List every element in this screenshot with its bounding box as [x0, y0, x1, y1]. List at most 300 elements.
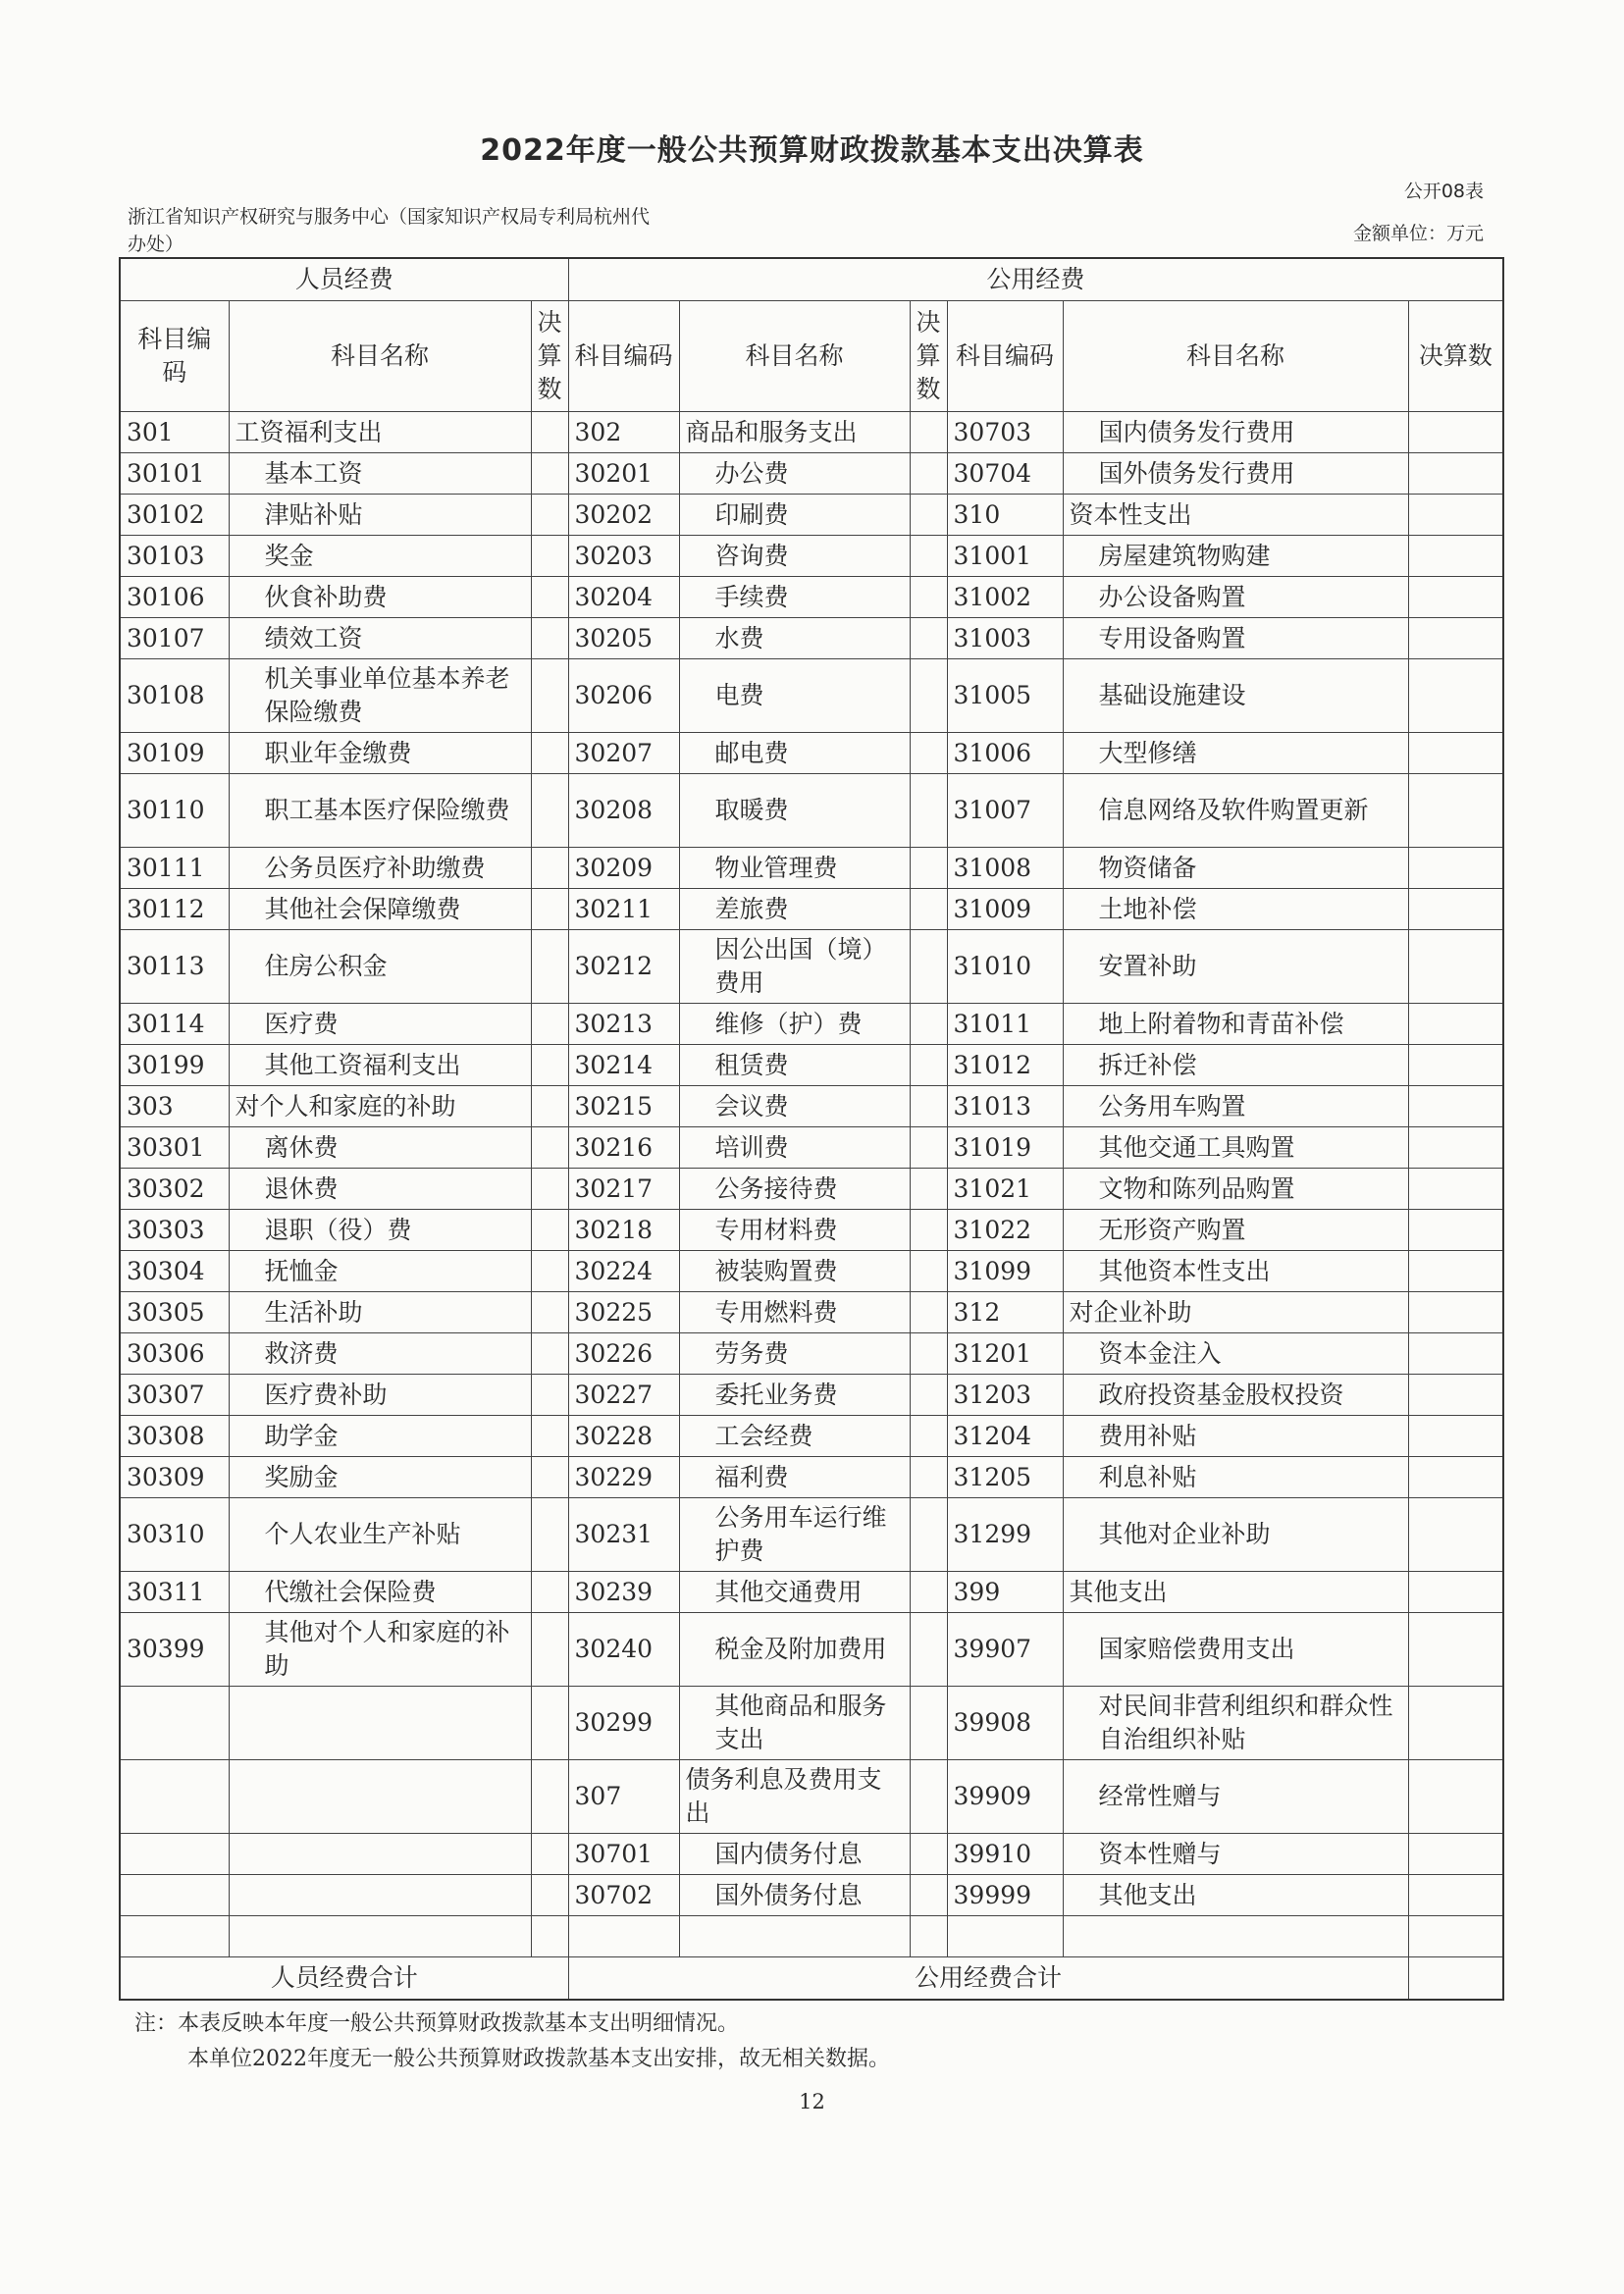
amount-cell: [1408, 577, 1503, 618]
amount-cell: [531, 453, 568, 495]
subject-name-cell: 专用材料费: [679, 1210, 910, 1251]
subject-name-cell: 医疗费: [229, 1004, 531, 1045]
subject-code-cell: 30208: [568, 774, 679, 848]
amount-cell: [531, 1687, 568, 1760]
subject-name-cell: 国外债务发行费用: [1063, 453, 1408, 495]
subject-code-cell: 30212: [568, 930, 679, 1004]
subject-code-cell: 31013: [947, 1086, 1063, 1127]
subject-code-cell: 30305: [120, 1292, 229, 1333]
subject-name-cell: 工资福利支出: [229, 412, 531, 453]
amount-cell: [910, 1292, 947, 1333]
subject-name-cell: 因公出国（境）费用: [679, 930, 910, 1004]
amount-cell: [1408, 1834, 1503, 1875]
subject-code-cell: 30202: [568, 495, 679, 536]
subject-name-cell: 公务用车运行维护费: [679, 1498, 910, 1572]
amount-cell: [910, 412, 947, 453]
amount-cell: [910, 618, 947, 659]
subject-code-cell: 30225: [568, 1292, 679, 1333]
subject-code-cell: 30306: [120, 1333, 229, 1375]
subject-code-cell: 30106: [120, 577, 229, 618]
subject-name-cell: 个人农业生产补贴: [229, 1498, 531, 1572]
page-title: 2022年度一般公共预算财政拨款基本支出决算表: [480, 133, 1144, 168]
amount-cell: [1408, 774, 1503, 848]
subject-code-cell: 30102: [120, 495, 229, 536]
subject-name-cell: 其他对个人和家庭的补助: [229, 1613, 531, 1687]
subject-code-cell: [120, 1916, 229, 1957]
amount-cell: [910, 577, 947, 618]
subject-code-cell: 39910: [947, 1834, 1063, 1875]
subject-name-cell: 物资储备: [1063, 848, 1408, 889]
table-row: [120, 1375, 1503, 1416]
subject-name-cell: 被装购置费: [679, 1251, 910, 1292]
table-row: [120, 1834, 1503, 1875]
subject-name-cell: 经常性赠与: [1063, 1760, 1408, 1834]
subject-name-cell: 邮电费: [679, 733, 910, 774]
subject-code-cell: [120, 1875, 229, 1916]
table-row: [120, 1916, 1503, 1957]
subject-name-cell: 伙食补助费: [229, 577, 531, 618]
subject-code-cell: 301: [120, 412, 229, 453]
amount-cell: [910, 1251, 947, 1292]
subject-name-cell: 其他资本性支出: [1063, 1251, 1408, 1292]
amount-cell: [1408, 930, 1503, 1004]
table-row: [120, 495, 1503, 536]
subject-name-cell: 福利费: [679, 1457, 910, 1498]
subject-code-cell: 30108: [120, 659, 229, 733]
amount-cell: [1408, 848, 1503, 889]
amount-cell: [531, 412, 568, 453]
subject-name-cell: 工会经费: [679, 1416, 910, 1457]
subject-name-cell: 国内债务发行费用: [1063, 412, 1408, 453]
amount-cell: [910, 495, 947, 536]
table-row: [120, 889, 1503, 930]
col-name-header: 科目名称: [1063, 301, 1408, 412]
subject-code-cell: 31010: [947, 930, 1063, 1004]
subject-name-cell: 对个人和家庭的补助: [229, 1086, 531, 1127]
amount-cell: [1408, 733, 1503, 774]
amount-cell: [910, 536, 947, 577]
subject-name-cell: 国外债务付息: [679, 1875, 910, 1916]
subject-name-cell: [229, 1875, 531, 1916]
col-amount-header: 决算数: [1408, 301, 1503, 412]
amount-cell: [1408, 495, 1503, 536]
subject-code-cell: 30101: [120, 453, 229, 495]
table-row: [120, 1210, 1503, 1251]
col-code-header: 科目编码: [568, 301, 679, 412]
subject-code-cell: 30205: [568, 618, 679, 659]
amount-cell: [531, 618, 568, 659]
subject-code-cell: 30206: [568, 659, 679, 733]
subject-code-cell: 30112: [120, 889, 229, 930]
subject-code-cell: 31011: [947, 1004, 1063, 1045]
table-row: [120, 1572, 1503, 1613]
subject-code-cell: 31099: [947, 1251, 1063, 1292]
amount-cell: [1408, 659, 1503, 733]
subject-code-cell: 399: [947, 1572, 1063, 1613]
amount-cell: [910, 1416, 947, 1457]
amount-cell: [531, 733, 568, 774]
amount-cell: [531, 536, 568, 577]
subject-name-cell: 其他交通费用: [679, 1572, 910, 1613]
table-row: [120, 774, 1503, 848]
amount-cell: [1408, 1916, 1503, 1957]
subject-name-cell: [229, 1916, 531, 1957]
subject-code-cell: 39908: [947, 1687, 1063, 1760]
subject-code-cell: 30299: [568, 1687, 679, 1760]
subject-name-cell: 资本性赠与: [1063, 1834, 1408, 1875]
table-row: [120, 1457, 1503, 1498]
subject-code-cell: 31201: [947, 1333, 1063, 1375]
table-row: [120, 1875, 1503, 1916]
subject-code-cell: 30229: [568, 1457, 679, 1498]
amount-cell: [910, 1127, 947, 1169]
subject-code-cell: 30227: [568, 1375, 679, 1416]
subject-code-cell: 312: [947, 1292, 1063, 1333]
subject-code-cell: 30701: [568, 1834, 679, 1875]
subject-code-cell: 30301: [120, 1127, 229, 1169]
amount-unit: 金额单位：万元: [1352, 223, 1484, 244]
amount-cell: [531, 1210, 568, 1251]
subject-name-cell: 拆迁补偿: [1063, 1045, 1408, 1086]
subject-name-cell: [229, 1760, 531, 1834]
subject-name-cell: 退职（役）费: [229, 1210, 531, 1251]
amount-cell: [1408, 1572, 1503, 1613]
subject-code-cell: 30239: [568, 1572, 679, 1613]
subject-code-cell: [120, 1687, 229, 1760]
subject-name-cell: 咨询费: [679, 536, 910, 577]
amount-cell: [531, 1045, 568, 1086]
subject-name-cell: 会议费: [679, 1086, 910, 1127]
subject-name-cell: 对民间非营利组织和群众性自治组织补贴: [1063, 1687, 1408, 1760]
amount-cell: [910, 774, 947, 848]
subject-code-cell: 31019: [947, 1127, 1063, 1169]
amount-cell: [531, 1613, 568, 1687]
subject-code-cell: 39999: [947, 1875, 1063, 1916]
subject-code-cell: 30215: [568, 1086, 679, 1127]
subject-code-cell: 31022: [947, 1210, 1063, 1251]
amount-cell: [531, 930, 568, 1004]
subject-name-cell: [679, 1916, 910, 1957]
amount-cell: [531, 1086, 568, 1127]
subject-code-cell: 30214: [568, 1045, 679, 1086]
amount-cell: [1408, 1875, 1503, 1916]
subject-code-cell: [120, 1760, 229, 1834]
expenditure-table: [119, 257, 1504, 2001]
subject-code-cell: 31012: [947, 1045, 1063, 1086]
subject-code-cell: 31002: [947, 577, 1063, 618]
amount-cell: [531, 848, 568, 889]
subject-name-cell: 租赁费: [679, 1045, 910, 1086]
table-row: [120, 1045, 1503, 1086]
amount-cell: [531, 577, 568, 618]
subject-name-cell: 委托业务费: [679, 1375, 910, 1416]
subject-name-cell: 医疗费补助: [229, 1375, 531, 1416]
amount-cell: [1408, 1045, 1503, 1086]
amount-cell: [531, 1457, 568, 1498]
subject-name-cell: 大型修缮: [1063, 733, 1408, 774]
form-number: 公开08表: [1403, 181, 1484, 202]
amount-cell: [531, 659, 568, 733]
subject-name-cell: 商品和服务支出: [679, 412, 910, 453]
subject-name-cell: [229, 1687, 531, 1760]
table-row: [120, 1169, 1503, 1210]
subject-name-cell: 绩效工资: [229, 618, 531, 659]
amount-cell: [531, 1760, 568, 1834]
amount-cell: [531, 1498, 568, 1572]
amount-cell: [910, 1916, 947, 1957]
table-row: [120, 1498, 1503, 1572]
amount-cell: [1408, 1127, 1503, 1169]
amount-cell: [1408, 1004, 1503, 1045]
subject-name-cell: 差旅费: [679, 889, 910, 930]
subject-name-cell: 物业管理费: [679, 848, 910, 889]
subject-name-cell: 津贴补贴: [229, 495, 531, 536]
amount-cell: [910, 733, 947, 774]
subject-code-cell: 30111: [120, 848, 229, 889]
amount-cell: [910, 1004, 947, 1045]
subject-name-cell: 职业年金缴费: [229, 733, 531, 774]
table-row: [120, 848, 1503, 889]
subject-name-cell: 生活补助: [229, 1292, 531, 1333]
subject-code-cell: 31299: [947, 1498, 1063, 1572]
subject-name-cell: 代缴社会保险费: [229, 1572, 531, 1613]
subject-name-cell: 其他社会保障缴费: [229, 889, 531, 930]
amount-cell: [1408, 1760, 1503, 1834]
subject-code-cell: 30308: [120, 1416, 229, 1457]
total-personnel: 人员经费合计: [120, 1957, 568, 2001]
subject-name-cell: 其他工资福利支出: [229, 1045, 531, 1086]
section-personnel: 人员经费: [120, 258, 568, 301]
amount-cell: [910, 889, 947, 930]
subject-name-cell: 住房公积金: [229, 930, 531, 1004]
subject-code-cell: 30213: [568, 1004, 679, 1045]
amount-cell: [531, 1004, 568, 1045]
subject-code-cell: 30207: [568, 733, 679, 774]
subject-name-cell: 公务接待费: [679, 1169, 910, 1210]
subject-code-cell: 30703: [947, 412, 1063, 453]
subject-code-cell: 307: [568, 1760, 679, 1834]
table-row: [120, 659, 1503, 733]
subject-name-cell: 基础设施建设: [1063, 659, 1408, 733]
amount-cell: [1408, 1375, 1503, 1416]
subject-code-cell: 30399: [120, 1613, 229, 1687]
col-name-header: 科目名称: [229, 301, 531, 412]
amount-cell: [531, 1834, 568, 1875]
table-row: [120, 1292, 1503, 1333]
subject-name-cell: 房屋建筑物购建: [1063, 536, 1408, 577]
subject-name-cell: 维修（护）费: [679, 1004, 910, 1045]
subject-name-cell: 债务利息及费用支出: [679, 1760, 910, 1834]
amount-cell: [531, 1875, 568, 1916]
amount-cell: [1408, 1169, 1503, 1210]
table-row: [120, 453, 1503, 495]
table-row: [120, 1760, 1503, 1834]
amount-cell: [1408, 1498, 1503, 1572]
subject-name-cell: 其他商品和服务支出: [679, 1687, 910, 1760]
table-row: [120, 733, 1503, 774]
subject-name-cell: 奖励金: [229, 1457, 531, 1498]
subject-code-cell: 30110: [120, 774, 229, 848]
amount-cell: [531, 889, 568, 930]
notes: [134, 2007, 890, 2077]
subject-code-cell: 30211: [568, 889, 679, 930]
total-public-amount: [1408, 1957, 1503, 2001]
amount-cell: [910, 1375, 947, 1416]
subject-name-cell: 基本工资: [229, 453, 531, 495]
subject-code-cell: 30218: [568, 1210, 679, 1251]
table-row: [120, 1004, 1503, 1045]
subject-name-cell: 对企业补助: [1063, 1292, 1408, 1333]
amount-cell: [1408, 1210, 1503, 1251]
amount-cell: [1408, 1416, 1503, 1457]
table-row: [120, 412, 1503, 453]
subject-code-cell: 31205: [947, 1457, 1063, 1498]
amount-cell: [531, 1169, 568, 1210]
subject-name-cell: 手续费: [679, 577, 910, 618]
subject-code-cell: 30302: [120, 1169, 229, 1210]
subject-name-cell: 其他支出: [1063, 1572, 1408, 1613]
subject-code-cell: 30204: [568, 577, 679, 618]
subject-code-cell: 30702: [568, 1875, 679, 1916]
subject-code-cell: 30704: [947, 453, 1063, 495]
subject-code-cell: 30203: [568, 536, 679, 577]
table-row: [120, 1613, 1503, 1687]
amount-cell: [531, 1251, 568, 1292]
amount-cell: [910, 930, 947, 1004]
amount-cell: [910, 1834, 947, 1875]
subject-name-cell: 办公设备购置: [1063, 577, 1408, 618]
amount-cell: [910, 848, 947, 889]
subject-name-cell: 印刷费: [679, 495, 910, 536]
amount-cell: [1408, 536, 1503, 577]
col-code-header: 科目编码: [947, 301, 1063, 412]
subject-name-cell: 专用设备购置: [1063, 618, 1408, 659]
subject-code-cell: 30228: [568, 1416, 679, 1457]
subject-code-cell: 39907: [947, 1613, 1063, 1687]
amount-cell: [1408, 1086, 1503, 1127]
amount-cell: [1408, 453, 1503, 495]
subject-name-cell: 国家赔偿费用支出: [1063, 1613, 1408, 1687]
amount-cell: [910, 1086, 947, 1127]
subject-code-cell: 30303: [120, 1210, 229, 1251]
subject-name-cell: 职工基本医疗保险缴费: [229, 774, 531, 848]
subject-code-cell: 30224: [568, 1251, 679, 1292]
subject-name-cell: 离休费: [229, 1127, 531, 1169]
amount-cell: [910, 1760, 947, 1834]
col-amount-header: 决算数: [910, 301, 947, 412]
total-row: [120, 1957, 1503, 2001]
amount-cell: [1408, 1333, 1503, 1375]
subject-code-cell: 30240: [568, 1613, 679, 1687]
subject-code-cell: [120, 1834, 229, 1875]
subject-name-cell: 机关事业单位基本养老保险缴费: [229, 659, 531, 733]
subject-name-cell: 安置补助: [1063, 930, 1408, 1004]
subject-name-cell: 办公费: [679, 453, 910, 495]
subject-code-cell: 30311: [120, 1572, 229, 1613]
amount-cell: [910, 1333, 947, 1375]
subject-code-cell: 31008: [947, 848, 1063, 889]
subject-code-cell: 30114: [120, 1004, 229, 1045]
subject-name-cell: 奖金: [229, 536, 531, 577]
table-row: [120, 577, 1503, 618]
table-row: [120, 1127, 1503, 1169]
subject-code-cell: 30199: [120, 1045, 229, 1086]
amount-cell: [531, 1333, 568, 1375]
amount-cell: [910, 1875, 947, 1916]
subject-code-cell: 30307: [120, 1375, 229, 1416]
subject-name-cell: 税金及附加费用: [679, 1613, 910, 1687]
subject-code-cell: 31021: [947, 1169, 1063, 1210]
unit-name: 浙江省知识产权研究与服务中心（国家知识产权局专利局杭州代办处）: [128, 206, 651, 255]
amount-cell: [910, 659, 947, 733]
amount-cell: [910, 1687, 947, 1760]
subject-name-cell: 其他对企业补助: [1063, 1498, 1408, 1572]
subject-code-cell: 31003: [947, 618, 1063, 659]
subject-name-cell: 助学金: [229, 1416, 531, 1457]
amount-cell: [531, 1292, 568, 1333]
subject-name-cell: 电费: [679, 659, 910, 733]
subject-code-cell: 30201: [568, 453, 679, 495]
col-code-header: 科目编码: [120, 301, 229, 412]
table-row: [120, 1687, 1503, 1760]
subject-code-cell: 30109: [120, 733, 229, 774]
subject-code-cell: 30216: [568, 1127, 679, 1169]
subject-code-cell: 39909: [947, 1760, 1063, 1834]
subject-code-cell: 31007: [947, 774, 1063, 848]
subject-name-cell: 信息网络及软件购置更新: [1063, 774, 1408, 848]
subject-name-cell: 文物和陈列品购置: [1063, 1169, 1408, 1210]
subject-name-cell: 退休费: [229, 1169, 531, 1210]
col-amount-header: 决算数: [531, 301, 568, 412]
note-line-1: 注：本表反映本年度一般公共预算财政拨款基本支出明细情况。: [134, 2011, 740, 2036]
amount-cell: [910, 1457, 947, 1498]
subject-name-cell: 取暖费: [679, 774, 910, 848]
subject-code-cell: [568, 1916, 679, 1957]
subject-name-cell: 资本性支出: [1063, 495, 1408, 536]
subject-code-cell: 31204: [947, 1416, 1063, 1457]
amount-cell: [1408, 1687, 1503, 1760]
amount-cell: [910, 1210, 947, 1251]
subject-code-cell: 310: [947, 495, 1063, 536]
subject-code-cell: 30209: [568, 848, 679, 889]
amount-cell: [531, 1416, 568, 1457]
amount-cell: [1408, 889, 1503, 930]
subject-name-cell: 水费: [679, 618, 910, 659]
subject-code-cell: 30231: [568, 1498, 679, 1572]
subject-name-cell: 地上附着物和青苗补偿: [1063, 1004, 1408, 1045]
subject-code-cell: 302: [568, 412, 679, 453]
section-public: 公用经费: [568, 258, 1503, 301]
subject-name-cell: 费用补贴: [1063, 1416, 1408, 1457]
subject-code-cell: 30309: [120, 1457, 229, 1498]
table-row: [120, 1251, 1503, 1292]
subject-name-cell: 其他交通工具购置: [1063, 1127, 1408, 1169]
subject-name-cell: [229, 1834, 531, 1875]
amount-cell: [1408, 618, 1503, 659]
subject-code-cell: 30304: [120, 1251, 229, 1292]
amount-cell: [531, 1127, 568, 1169]
subject-code-cell: 30226: [568, 1333, 679, 1375]
amount-cell: [910, 1572, 947, 1613]
amount-cell: [1408, 1613, 1503, 1687]
subject-code-cell: 30310: [120, 1498, 229, 1572]
subject-name-cell: 救济费: [229, 1333, 531, 1375]
total-public: 公用经费合计: [568, 1957, 1408, 2001]
subject-code-cell: 31203: [947, 1375, 1063, 1416]
subject-name-cell: 其他支出: [1063, 1875, 1408, 1916]
subject-name-cell: 劳务费: [679, 1333, 910, 1375]
amount-cell: [531, 1916, 568, 1957]
